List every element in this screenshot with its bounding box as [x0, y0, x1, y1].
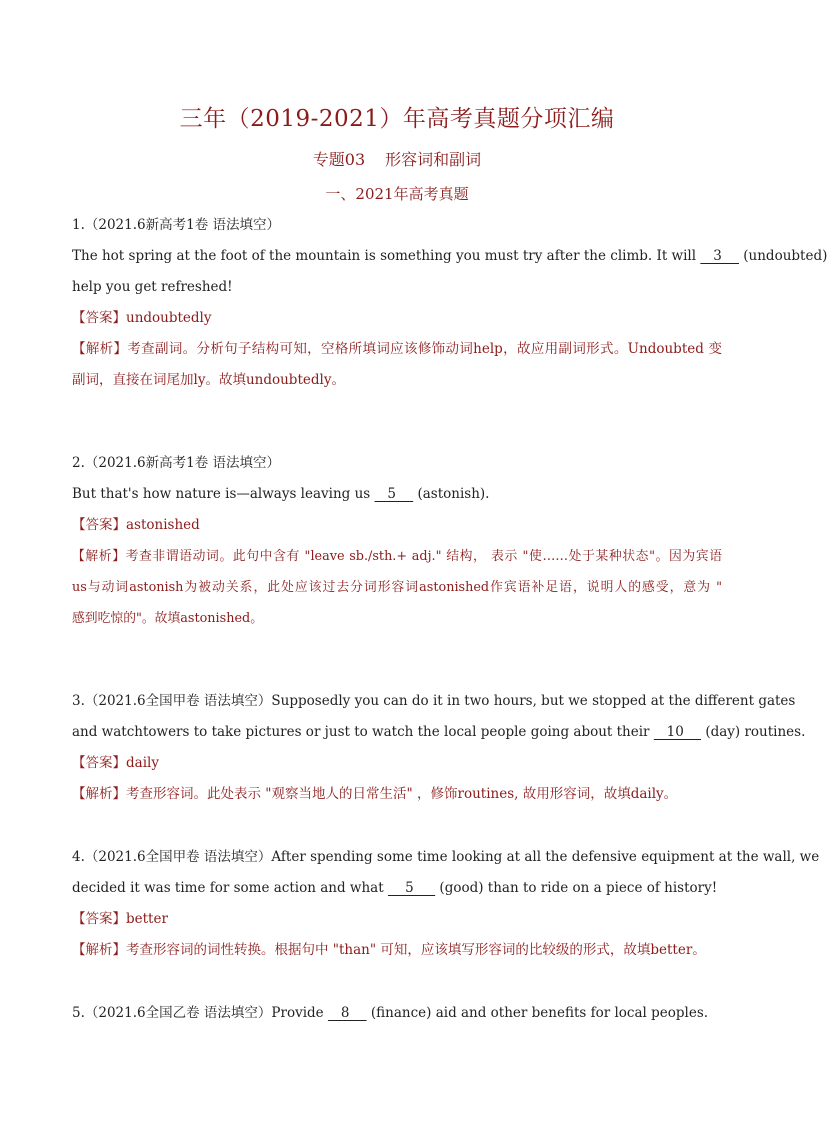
question-5	[72, 998, 722, 1029]
analysis-line: us与动词astonish为被动关系，此处应该过去分词形容词astonished作宾语补足语，说明人的感受，意为 "	[72, 580, 722, 595]
subtitle-name: 形容词和副词	[385, 150, 482, 169]
answer-line	[72, 904, 722, 935]
question-head: 1.（2021.6新高考1卷 语法填空）	[72, 217, 280, 233]
section-heading: 一、2021年高考真题	[325, 185, 469, 203]
question-head: 2.（2021.6新高考1卷 语法填空）	[72, 455, 280, 471]
subtitle-topic: 专题03	[312, 150, 366, 169]
question-text-line: The hot spring at the foot of the mountain is something you must try after the climb. It will 3 (undoubted)	[72, 241, 722, 272]
analysis-label: 【解析】	[72, 786, 126, 802]
document-subtitle	[0, 147, 794, 170]
analysis-line: 副词，直接在词尾加ly。故填undoubtedly。	[72, 372, 345, 388]
answer-blank: 3	[700, 248, 739, 264]
analysis-line: 【解析】考查形容词。此处表示 "观察当地人的日常生活" ，修饰routines, 故用形容词，故填daily。	[72, 786, 678, 802]
analysis-line: 感到吃惊的"。故填astonished。	[72, 611, 264, 626]
answer-line	[72, 303, 722, 334]
answer-label: 【答案】	[72, 517, 126, 533]
answer-label: 【答案】	[72, 911, 126, 927]
question-text-line: help you get refreshed!	[72, 279, 233, 295]
analysis-line: 【解析】考查副词。分析句子结构可知，空格所填词应该修饰动词help，故应用副词形式。Undoubted 变	[72, 341, 723, 357]
question-head: 4.（2021.6全国甲卷 语法填空）	[72, 849, 272, 865]
answer-blank: 8	[327, 1005, 367, 1021]
question-4	[72, 842, 820, 966]
answer-label: 【答案】	[72, 755, 126, 771]
question-text-line: 5.（2021.6全国乙卷 语法填空）Provide 8 (finance) aid and other benefits for local peoples.	[72, 998, 722, 1029]
answer-blank: 10	[653, 724, 702, 740]
analysis-label: 【解析】	[72, 549, 126, 564]
answer-blank: 5	[374, 486, 414, 502]
question-2	[72, 448, 722, 634]
question-1	[72, 210, 827, 396]
question-text-line: decided it was time for some action and what 5 (good) than to ride on a piece of history!	[72, 873, 722, 904]
question-head: 5.（2021.6全国乙卷 语法填空）	[72, 1005, 272, 1021]
answer-line	[72, 510, 722, 541]
question-text-line: 4.（2021.6全国甲卷 语法填空）After spending some time looking at all the defensive equipment at the wall, we	[72, 849, 820, 865]
answer-value: better	[126, 911, 168, 927]
answer-line	[72, 748, 722, 779]
answer-blank: 5	[387, 880, 436, 896]
question-3	[72, 686, 806, 810]
answer-value: undoubtedly	[126, 310, 212, 326]
answer-value: astonished	[126, 517, 200, 533]
analysis-line: 【解析】考查形容词的词性转换。根据句中 "than" 可知，应该填写形容词的比较级的形式，故填better。	[72, 942, 706, 958]
analysis-line: 【解析】考查非谓语动词。此句中含有 "leave sb./sth.+ adj." 结构， 表示 "使……处于某种状态"。因为宾语	[72, 549, 722, 564]
question-head: 3.（2021.6全国甲卷 语法填空）	[72, 693, 272, 709]
question-text-line: and watchtowers to take pictures or just to watch the local people going about their 10 (day) routines.	[72, 717, 722, 748]
analysis-label: 【解析】	[72, 341, 128, 357]
analysis-label: 【解析】	[72, 942, 126, 958]
answer-label: 【答案】	[72, 310, 126, 326]
question-text-line: 3.（2021.6全国甲卷 语法填空）Supposedly you can do it in two hours, but we stopped at the different gates	[72, 693, 796, 709]
answer-value: daily	[126, 755, 159, 771]
document-title: 三年（2019-2021）年高考真题分项汇编	[179, 106, 615, 132]
question-text-line: But that's how nature is—always leaving us 5 (astonish).	[72, 479, 722, 510]
